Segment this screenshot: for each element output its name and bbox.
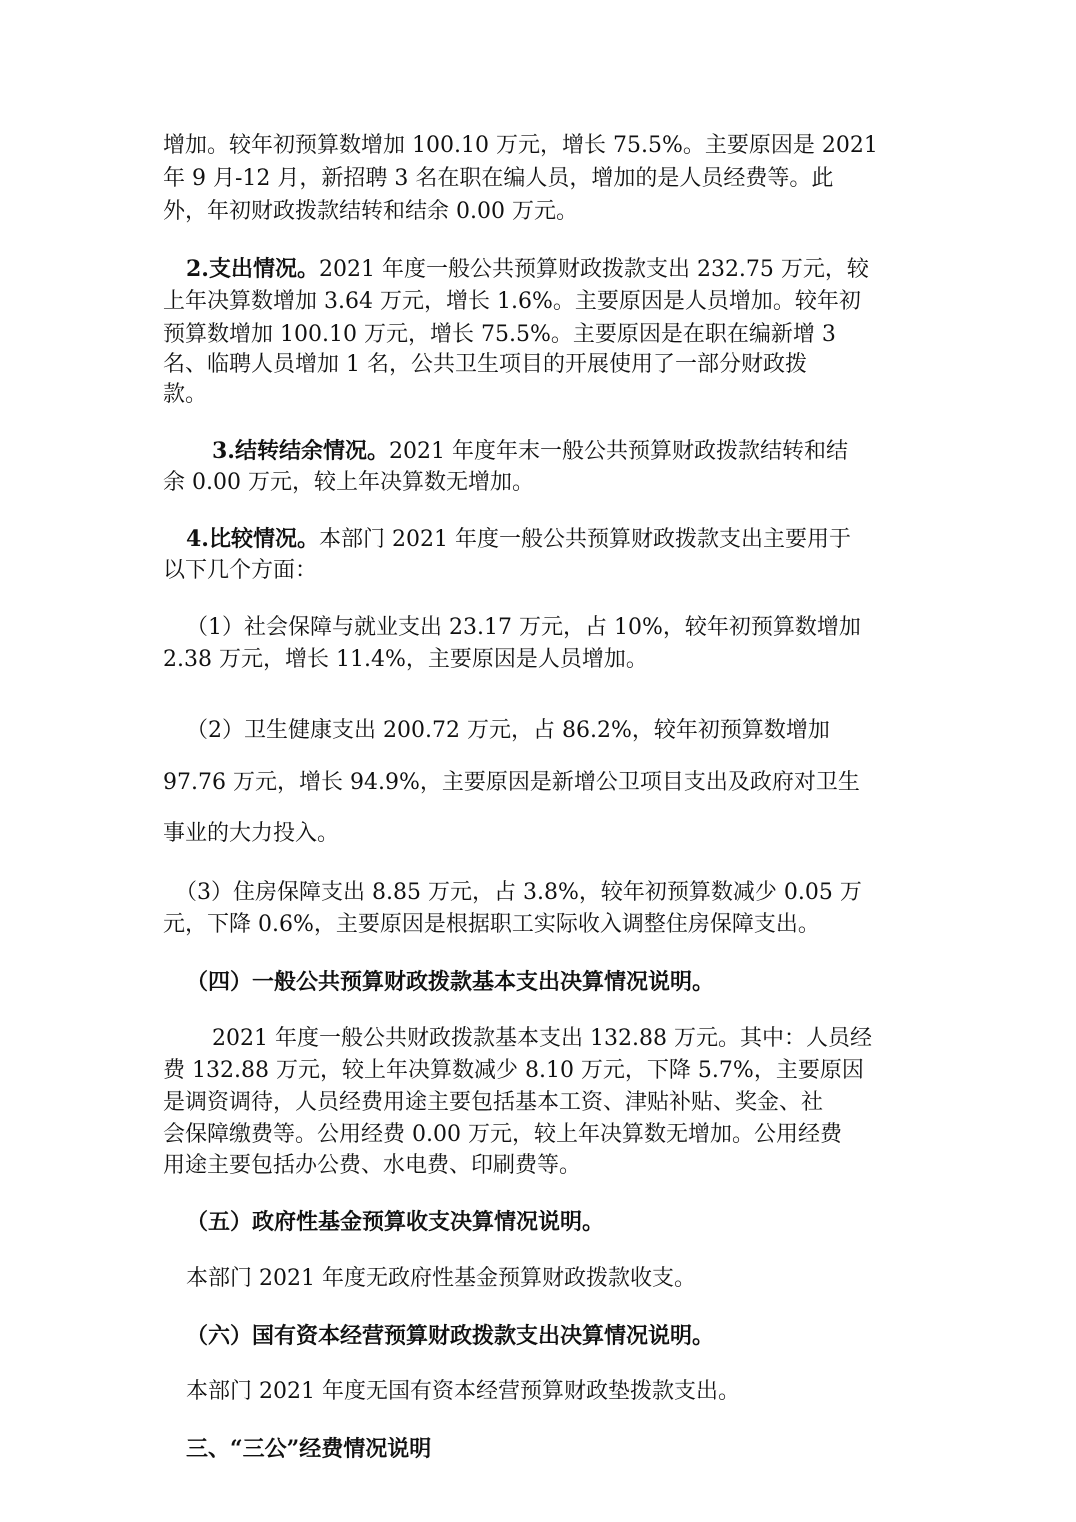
paragraph-line: 费 132.88 万元，较上年决算数减少 8.10 万元，下降 5.7%，主要原因 — [163, 1058, 864, 1083]
section-heading: 2.支出情况。 — [186, 256, 319, 282]
paragraph-line: 本部门 2021 年度无国有资本经营预算财政垫拨款支出。 — [186, 1379, 740, 1404]
list-item-line: 97.76 万元，增长 94.9%，主要原因是新增公卫项目支出及政府对卫生 — [163, 770, 860, 795]
section-4-line — [186, 524, 851, 554]
paragraph-line: 上年决算数增加 3.64 万元，增长 1.6%。主要原因是人员增加。较年初 — [163, 289, 861, 314]
paragraph-line: 名、临聘人员增加 1 名，公共卫生项目的开展使用了一部分财政拨 — [163, 352, 807, 377]
paragraph-line: 外，年初财政拨款结转和结余 0.00 万元。 — [163, 199, 578, 224]
paragraph-text: 2021 年度年末一般公共预算财政拨款结转和结 — [388, 439, 848, 464]
paragraph-line: 增加。较年初预算数增加 100.10 万元，增长 75.5%。主要原因是 2021 — [163, 133, 878, 158]
section-2-line — [186, 254, 869, 284]
list-item-line: （2）卫生健康支出 200.72 万元，占 86.2%，较年初预算数增加 — [186, 718, 830, 743]
list-item-line: 元，下降 0.6%，主要原因是根据职工实际收入调整住房保障支出。 — [163, 912, 820, 937]
paragraph-line: 余 0.00 万元，较上年决算数无增加。 — [163, 470, 534, 495]
section-heading: （六）国有资本经营预算财政拨款支出决算情况说明。 — [186, 1323, 715, 1349]
paragraph-line: 以下几个方面： — [163, 558, 318, 583]
paragraph-line: 会保障缴费等。公用经费 0.00 万元，较上年决算数无增加。公用经费 — [163, 1122, 842, 1147]
paragraph-line: 年 9 月-12 月，新招聘 3 名在职在编人员，增加的是人员经费等。此 — [163, 166, 834, 191]
paragraph-text: 本部门 2021 年度一般公共预算财政拨款支出主要用于 — [318, 527, 851, 552]
chapter-heading: 三、“三公”经费情况说明 — [186, 1436, 432, 1462]
paragraph-line: 是调资调待，人员经费用途主要包括基本工资、津贴补贴、奖金、社 — [163, 1090, 824, 1115]
section-3-line — [212, 436, 848, 466]
paragraph-line: 本部门 2021 年度无政府性基金预算财政拨款收支。 — [186, 1266, 696, 1291]
section-heading: 3.结转结余情况。 — [212, 438, 389, 464]
section-heading: 4.比较情况。 — [186, 526, 319, 552]
paragraph-text: 2021 年度一般公共预算财政拨款支出 232.75 万元，较 — [318, 257, 869, 282]
list-item-line: 事业的大力投入。 — [163, 821, 340, 846]
paragraph-line: 2021 年度一般公共财政拨款基本支出 132.88 万元。其中：人员经 — [212, 1026, 872, 1051]
list-item-line: （1）社会保障与就业支出 23.17 万元，占 10%，较年初预算数增加 — [186, 615, 861, 640]
list-item-line: 2.38 万元，增长 11.4%，主要原因是人员增加。 — [163, 647, 648, 672]
list-item-line: （3）住房保障支出 8.85 万元，占 3.8%，较年初预算数减少 0.05 万 — [175, 880, 862, 905]
section-heading: （五）政府性基金预算收支决算情况说明。 — [186, 1209, 605, 1235]
paragraph-line: 款。 — [163, 382, 208, 407]
section-heading: （四）一般公共预算财政拨款基本支出决算情况说明。 — [186, 969, 715, 995]
paragraph-line: 用途主要包括办公费、水电费、印刷费等。 — [163, 1153, 582, 1178]
paragraph-line: 预算数增加 100.10 万元，增长 75.5%。主要原因是在职在编新增 3 — [163, 322, 836, 347]
